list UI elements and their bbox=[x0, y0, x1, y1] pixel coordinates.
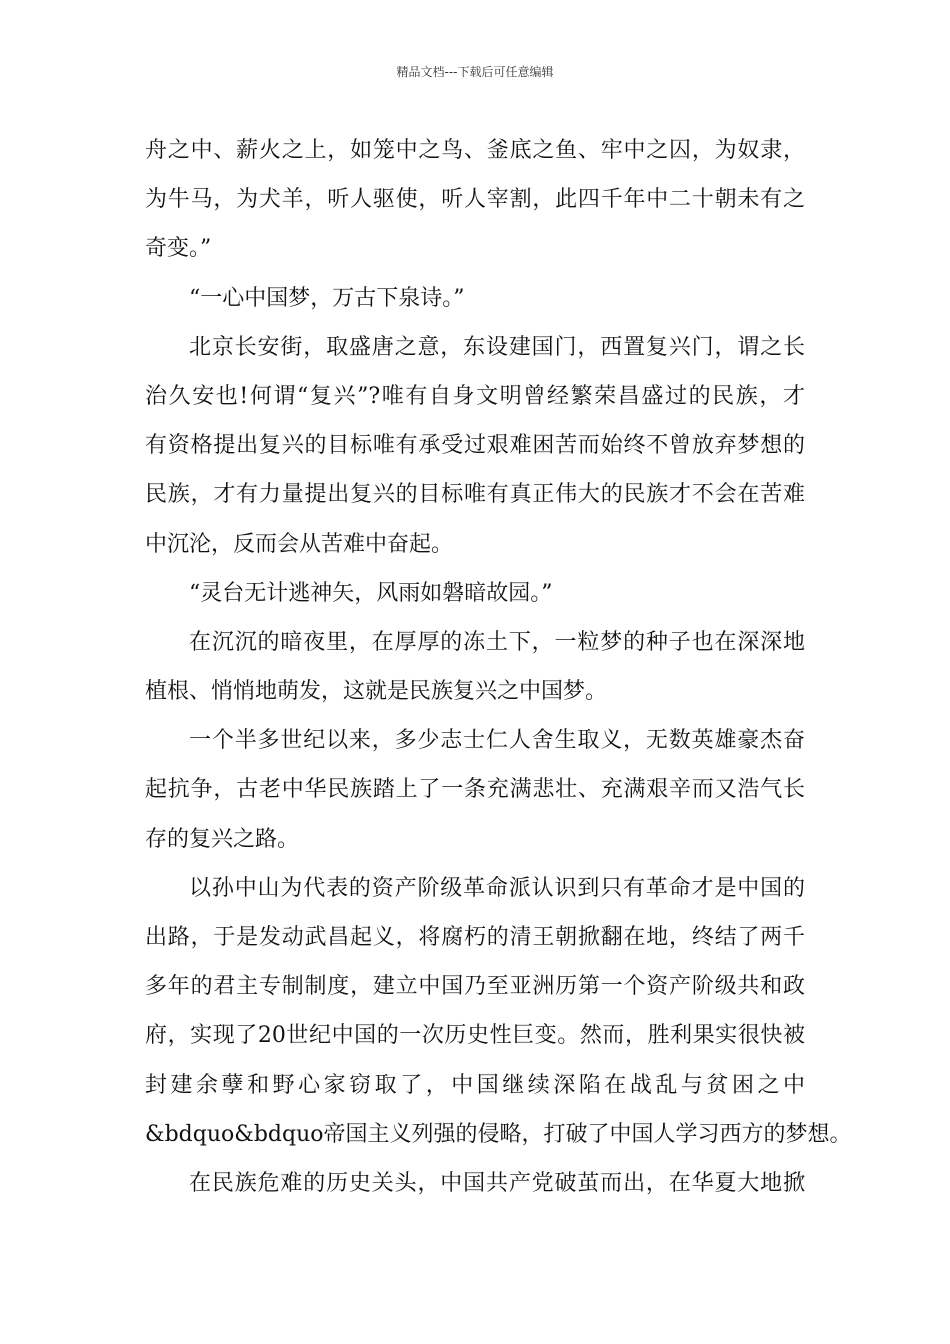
text-line: 植根、悄悄地萌发，这就是民族复兴之中国梦。 bbox=[145, 679, 608, 705]
text-line: 在沉沉的暗夜里，在厚厚的冻土下，一粒梦的种子也在深深地 bbox=[189, 629, 805, 655]
text-line: “一心中国梦，万古下泉诗。” bbox=[189, 285, 465, 311]
text-line: 北京长安街，取盛唐之意，东设建国门，西置复兴门，谓之长 bbox=[189, 334, 805, 360]
text-line: 民族，才有力量提出复兴的目标唯有真正伟大的民族才不会在苦难 bbox=[145, 482, 805, 508]
text-line: 舟之中、薪火之上，如笼中之鸟、釜底之鱼、牢中之囚，为奴隶， bbox=[145, 138, 805, 163]
text-line: 封建余孽和野心家窃取了，中国继续深陷在战乱与贫困之中 bbox=[145, 1072, 805, 1098]
text-line: 为牛马，为犬羊，听人驱使，听人宰割，此四千年中二十朝未有之 bbox=[145, 187, 805, 213]
text-line: 以孙中山为代表的资产阶级革命派认识到只有革命才是中国的 bbox=[189, 875, 805, 901]
text-line: 在民族危难的历史关头，中国共产党破茧而出，在华夏大地掀 bbox=[189, 1170, 805, 1196]
text-line: 有资格提出复兴的目标唯有承受过艰难困苦而始终不曾放弃梦想的 bbox=[145, 433, 805, 459]
text-line: 多年的君主专制制度，建立中国乃至亚洲历第一个资产阶级共和政 bbox=[145, 974, 805, 1000]
text-line: 存的复兴之路。 bbox=[145, 826, 300, 852]
text-line: 中沉沦，反而会从苦难中奋起。 bbox=[145, 531, 454, 557]
text-line: 出路，于是发动武昌起义，将腐朽的清王朝掀翻在地，终结了两千 bbox=[145, 925, 805, 950]
document-body bbox=[145, 126, 852, 1208]
text-line: &bdquo&bdquo帝国主义列强的侵略，打破了中国人学习西方的梦想。 bbox=[145, 1121, 852, 1147]
text-line: “灵台无计逃神矢，风雨如磐暗故园。” bbox=[189, 580, 553, 606]
text-line: 治久安也!何谓“复兴”?唯有自身文明曾经繁荣昌盛过的民族，才 bbox=[145, 383, 805, 409]
text-line: 一个半多世纪以来，多少志士仁人舍生取义，无数英雄豪杰奋 bbox=[189, 728, 805, 754]
page-header: 精品文档---下载后可任意编辑 bbox=[396, 65, 554, 79]
text-line: 起抗争，古老中华民族踏上了一条充满悲壮、充满艰辛而又浩气长 bbox=[145, 777, 805, 803]
text-line: 奇变。” bbox=[145, 236, 212, 262]
text-line: 府，实现了20世纪中国的一次历史性巨变。然而，胜利果实很快被 bbox=[145, 1023, 805, 1049]
